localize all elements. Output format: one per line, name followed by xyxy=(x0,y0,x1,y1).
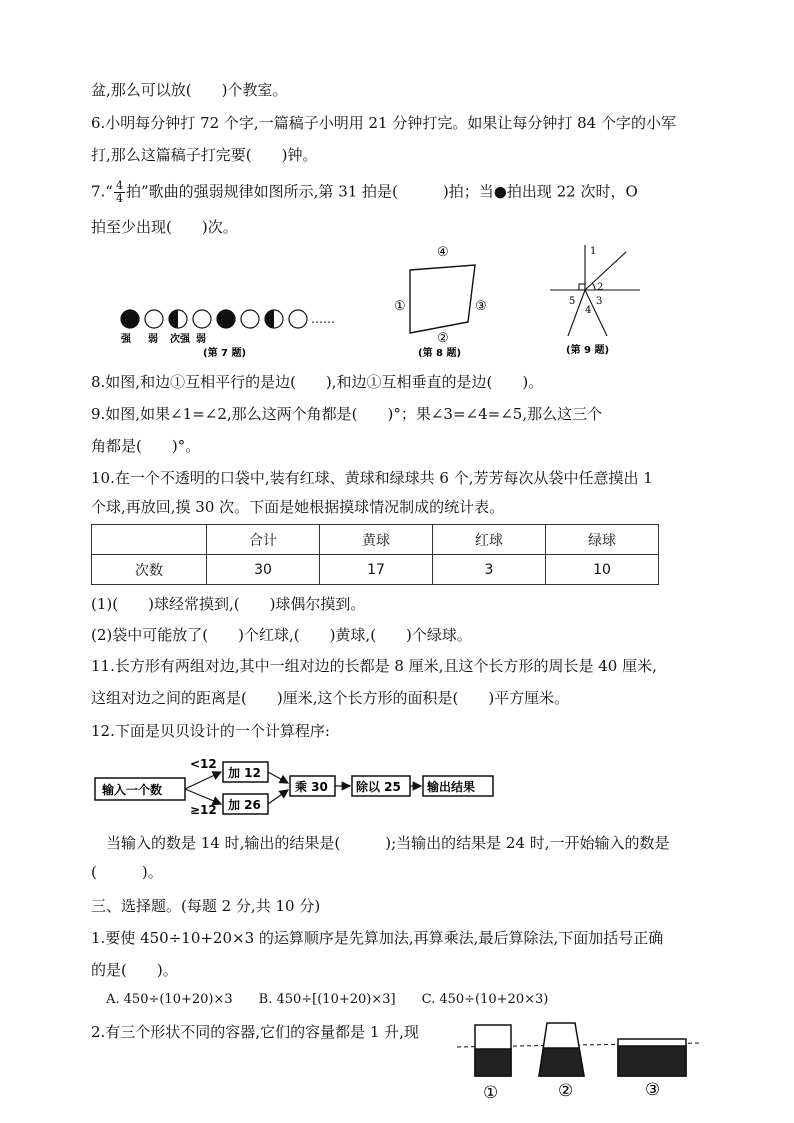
q12-line1: 当输入的数是 14 时,输出的结果是( );当输出的结果是 24 时,一开始输入的数是 xyxy=(106,834,670,852)
angle-2: 2 xyxy=(597,282,604,293)
ge-label: ≥12 xyxy=(190,803,217,817)
beat-label: 次强 xyxy=(170,334,190,345)
output-label: 输出结果 xyxy=(427,780,476,794)
table-cell: 合计 xyxy=(207,525,320,555)
table-cell: 绿球 xyxy=(546,525,659,555)
beat-weak xyxy=(145,310,163,328)
div-label: 除以 25 xyxy=(356,780,401,794)
fig7-caption: (第 7 题) xyxy=(203,348,247,359)
edge-label-2: ② xyxy=(437,331,449,346)
angle-4: 4 xyxy=(585,305,592,316)
angle-5: 5 xyxy=(569,296,576,307)
c1-line1: 1.要使 450÷10+20×3 的运算顺序是先算加法,再算乘法,最后算除法,下面加括号正确 xyxy=(91,929,664,947)
beat-label: 弱 xyxy=(196,334,206,345)
fig9-caption: (第 9 题) xyxy=(566,345,610,356)
mul-label: 乘 30 xyxy=(295,780,328,794)
q12-intro: 12.下面是贝贝设计的一个计算程序: xyxy=(91,722,330,740)
c2-line1: 2.有三个形状不同的容器,它们的容量都是 1 升,现 xyxy=(91,1023,419,1041)
container-label-2: ② xyxy=(558,1081,574,1101)
q9-line2: 角都是( )°。 xyxy=(91,437,201,455)
q6-line2: 打,那么这篇稿子打完要( )钟。 xyxy=(91,146,318,164)
table-cell xyxy=(92,525,207,555)
beat-weak xyxy=(193,310,211,328)
beat-strong xyxy=(217,310,235,328)
add12-label: 加 12 xyxy=(228,766,261,780)
q5-tail: 盆,那么可以放( )个教室。 xyxy=(91,81,288,99)
table-cell: 次数 xyxy=(92,555,207,585)
table-cell: 30 xyxy=(207,555,320,585)
q10-sub2: (2)袋中可能放了( )个红球,( )黄球,( )个绿球。 xyxy=(91,626,472,644)
q10-line2: 个球,再放回,摸 30 次。下面是她根据摸球情况制成的统计表。 xyxy=(91,498,505,516)
beat-label: 强 xyxy=(121,334,131,345)
figures-row xyxy=(110,240,690,360)
q12-line2: ( )。 xyxy=(91,863,163,881)
table-cell: 3 xyxy=(433,555,546,585)
q10-sub1: (1)( )球经常摸到,( )球偶尔摸到。 xyxy=(91,595,366,613)
q7-text: 拍”歌曲的强弱规律如图所示,第 31 拍是( )拍；当●拍出现 22 次时，O xyxy=(125,182,638,201)
time-signature xyxy=(114,180,125,205)
c1-line2: 的是( )。 xyxy=(91,961,178,979)
calc-flowchart xyxy=(90,752,510,822)
beat-label: 弱 xyxy=(148,334,158,345)
fig8-caption: (第 8 题) xyxy=(418,348,462,359)
container-label-3: ③ xyxy=(645,1080,661,1100)
q8: 8.如图,和边①互相平行的是边( ),和边①互相垂直的是边( )。 xyxy=(91,373,544,391)
table-cell: 10 xyxy=(546,555,659,585)
beat-ellipsis: …… xyxy=(311,312,335,326)
beat-pattern xyxy=(121,310,307,328)
q11-line1: 11.长方形有两组对边,其中一组对边的长都是 8 厘米,且这个长方形的周长是 40 厘米, xyxy=(91,657,657,675)
q9-line1: 9.如图,如果∠1=∠2,那么这两个角都是( )°；果∠3=∠4=∠5,那么这三个 xyxy=(91,405,603,423)
frac-num: 4 xyxy=(115,179,123,192)
lt-label: <12 xyxy=(190,757,217,771)
add26-label: 加 26 xyxy=(228,798,261,812)
table-cell: 17 xyxy=(320,555,433,585)
table-row xyxy=(92,555,659,585)
edge-label-4: ④ xyxy=(437,245,449,260)
angle-1: 1 xyxy=(590,246,597,257)
input-label: 输入一个数 xyxy=(102,783,163,797)
containers-figure xyxy=(455,1018,705,1106)
edge-label-3: ③ xyxy=(475,299,487,314)
q7-prefix: 7.“ xyxy=(91,182,113,201)
q7-line1 xyxy=(91,180,638,205)
angle-diagram xyxy=(550,245,640,336)
beat-weak xyxy=(289,310,307,328)
frac-den: 4 xyxy=(115,192,123,205)
container-label-1: ① xyxy=(483,1083,499,1103)
table-cell: 黄球 xyxy=(320,525,433,555)
q7-line2: 拍至少出现( )次。 xyxy=(91,218,238,236)
angle-3: 3 xyxy=(596,296,603,307)
quadrilateral xyxy=(410,265,475,333)
table-header-row xyxy=(92,525,659,555)
q10-line1: 10.在一个不透明的口袋中,装有红球、黄球和绿球共 6 个,芳芳每次从袋中任意摸出 1 xyxy=(91,469,653,487)
edge-label-1: ① xyxy=(394,299,406,314)
beat-strong xyxy=(121,310,139,328)
beat-weak xyxy=(241,310,259,328)
q11-line2: 这组对边之间的距离是( )厘米,这个长方形的面积是( )平方厘米。 xyxy=(91,689,570,707)
c1-options: A. 450÷(10+20)×3 B. 450÷[(10+20)×3] C. 450÷(10+20×3) xyxy=(106,992,549,1007)
q6-line1: 6.小明每分钟打 72 个字,一篇稿子小明用 21 分钟打完。如果让每分钟打 84 个字的小军 xyxy=(91,114,676,132)
table-cell: 红球 xyxy=(433,525,546,555)
section3-title: 三、选择题。(每题 2 分,共 10 分) xyxy=(91,897,321,915)
ball-stat-table xyxy=(91,524,659,585)
